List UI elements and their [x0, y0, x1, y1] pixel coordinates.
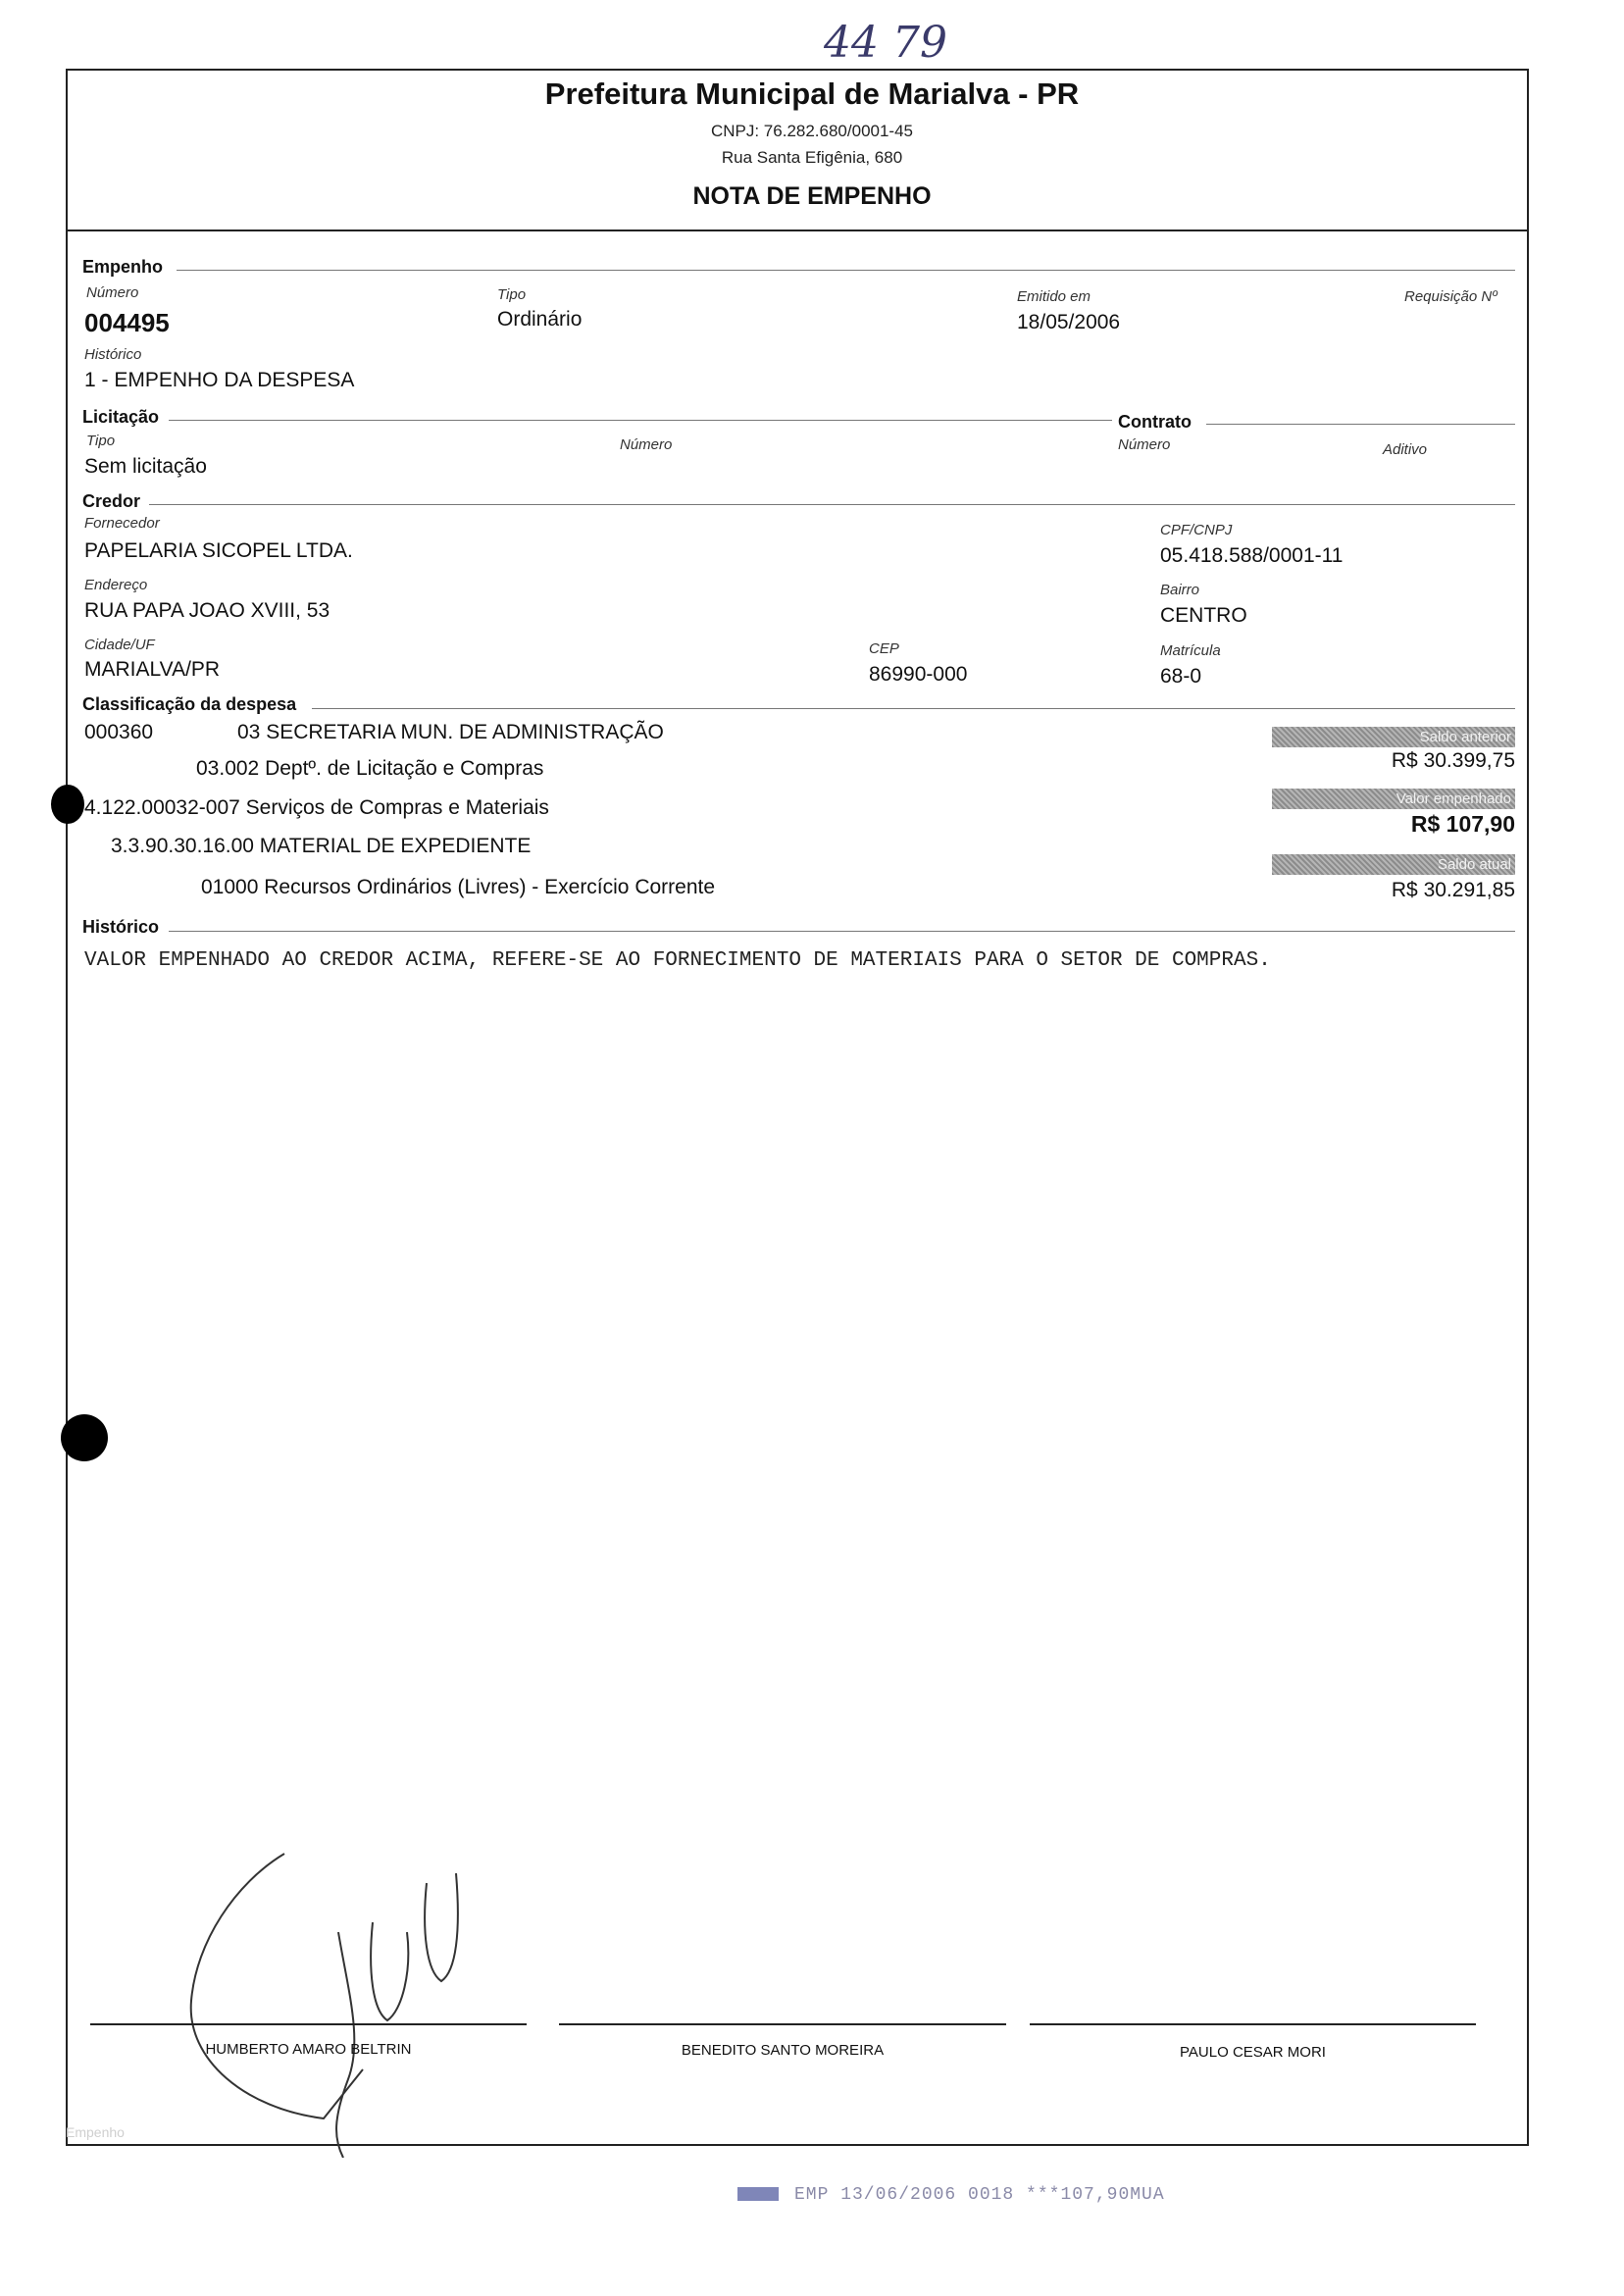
section-rule — [169, 931, 1515, 932]
doc-title: NOTA DE EMPENHO — [692, 182, 932, 210]
signature-name-3: PAULO CESAR MORI — [1180, 2044, 1326, 2061]
label-licitacao-tipo: Tipo — [86, 433, 116, 449]
section-rule — [149, 504, 1515, 505]
label-tipo: Tipo — [497, 286, 527, 303]
label-emitido: Emitido em — [1017, 288, 1091, 305]
punch-hole-dot — [51, 785, 84, 824]
section-rule — [177, 270, 1515, 271]
section-classificacao: Classificação da despesa — [82, 694, 297, 714]
credor-cep: 86990-000 — [869, 663, 968, 686]
saldo-atual-label: Saldo atual — [1272, 854, 1515, 875]
label-fornecedor: Fornecedor — [84, 515, 160, 532]
classificacao-line3: 4.122.00032-007 Serviços de Compras e Materiais — [84, 796, 549, 819]
classificacao-line1: 03 SECRETARIA MUN. DE ADMINISTRAÇÃO — [237, 721, 664, 743]
label-matricula: Matrícula — [1160, 642, 1221, 659]
credor-matricula: 68-0 — [1160, 665, 1202, 688]
classificacao-code: 000360 — [84, 721, 154, 743]
section-rule — [169, 420, 1112, 421]
org-name: Prefeitura Municipal de Marialva - PR — [544, 77, 1080, 111]
credor-bairro: CENTRO — [1160, 604, 1247, 627]
classificacao-line4: 3.3.90.30.16.00 MATERIAL DE EXPEDIENTE — [111, 835, 532, 857]
empenho-emitido: 18/05/2006 — [1017, 311, 1121, 333]
label-requisicao: Requisição Nº — [1404, 288, 1497, 305]
classificacao-line2: 03.002 Deptº. de Licitação e Compras — [196, 757, 544, 780]
section-rule — [1206, 424, 1515, 425]
label-licitacao-numero: Número — [620, 436, 673, 453]
handwritten-number: 44 79 — [824, 18, 947, 68]
section-credor: Credor — [82, 491, 141, 511]
label-contrato-aditivo: Aditivo — [1383, 441, 1428, 458]
bank-stamp — [737, 2185, 1165, 2205]
label-cidade: Cidade/UF — [84, 637, 155, 653]
label-numero: Número — [86, 284, 139, 301]
label-endereco: Endereço — [84, 577, 148, 593]
credor-cpf: 05.418.588/0001-11 — [1160, 544, 1344, 567]
section-empenho: Empenho — [82, 257, 164, 277]
valor-empenhado-label: Valor empenhado — [1272, 789, 1515, 809]
org-cnpj: CNPJ: 76.282.680/0001-45 — [710, 122, 914, 140]
valor-empenhado-value: R$ 107,90 — [1410, 811, 1515, 837]
punch-hole-dot — [61, 1414, 108, 1461]
empenho-numero: 004495 — [84, 308, 170, 337]
credor-fornecedor: PAPELARIA SICOPEL LTDA. — [84, 539, 353, 562]
signature-line — [1030, 2023, 1476, 2025]
stamp-logo — [737, 2187, 779, 2201]
signature-name-2: BENEDITO SANTO MOREIRA — [681, 2042, 885, 2059]
section-historico: Histórico — [82, 917, 160, 937]
credor-cidade: MARIALVA/PR — [84, 658, 221, 681]
signature-line — [90, 2023, 527, 2025]
section-licitacao: Licitação — [82, 407, 160, 427]
org-address: Rua Santa Efigênia, 680 — [721, 148, 903, 167]
credor-endereco: RUA PAPA JOAO XVIII, 53 — [84, 599, 330, 622]
historico-text: VALOR EMPENHADO AO CREDOR ACIMA, REFERE-SE AO FORNECIMENTO DE MATERIAIS PARA O SETOR DE COMPRAS. — [84, 949, 1271, 972]
label-contrato-numero: Número — [1118, 436, 1171, 453]
label-cep: CEP — [869, 640, 899, 657]
label-cpf: CPF/CNPJ — [1160, 522, 1233, 538]
signature-name-1: HUMBERTO AMARO BELTRIN — [205, 2041, 412, 2058]
section-rule — [312, 708, 1515, 709]
saldo-anterior-value: R$ 30.399,75 — [1391, 749, 1515, 772]
saldo-atual-value: R$ 30.291,85 — [1391, 879, 1515, 901]
handwritten-signature — [177, 1824, 490, 2158]
header-divider — [66, 230, 1529, 231]
stamp-text: EMP 13/06/2006 0018 ***107,90MUA — [794, 2185, 1165, 2205]
classificacao-line5: 01000 Recursos Ordinários (Livres) - Exercício Corrente — [201, 876, 716, 898]
empenho-tipo: Ordinário — [497, 308, 583, 331]
label-bairro: Bairro — [1160, 582, 1200, 598]
signature-line — [559, 2023, 1006, 2025]
section-contrato: Contrato — [1118, 412, 1192, 432]
label-historico-empenho: Histórico — [84, 346, 142, 363]
saldo-anterior-label: Saldo anterior — [1272, 727, 1515, 747]
footer-faint-label: Empenho — [66, 2124, 125, 2140]
licitacao-tipo: Sem licitação — [84, 455, 207, 478]
empenho-historico: 1 - EMPENHO DA DESPESA — [84, 369, 355, 391]
